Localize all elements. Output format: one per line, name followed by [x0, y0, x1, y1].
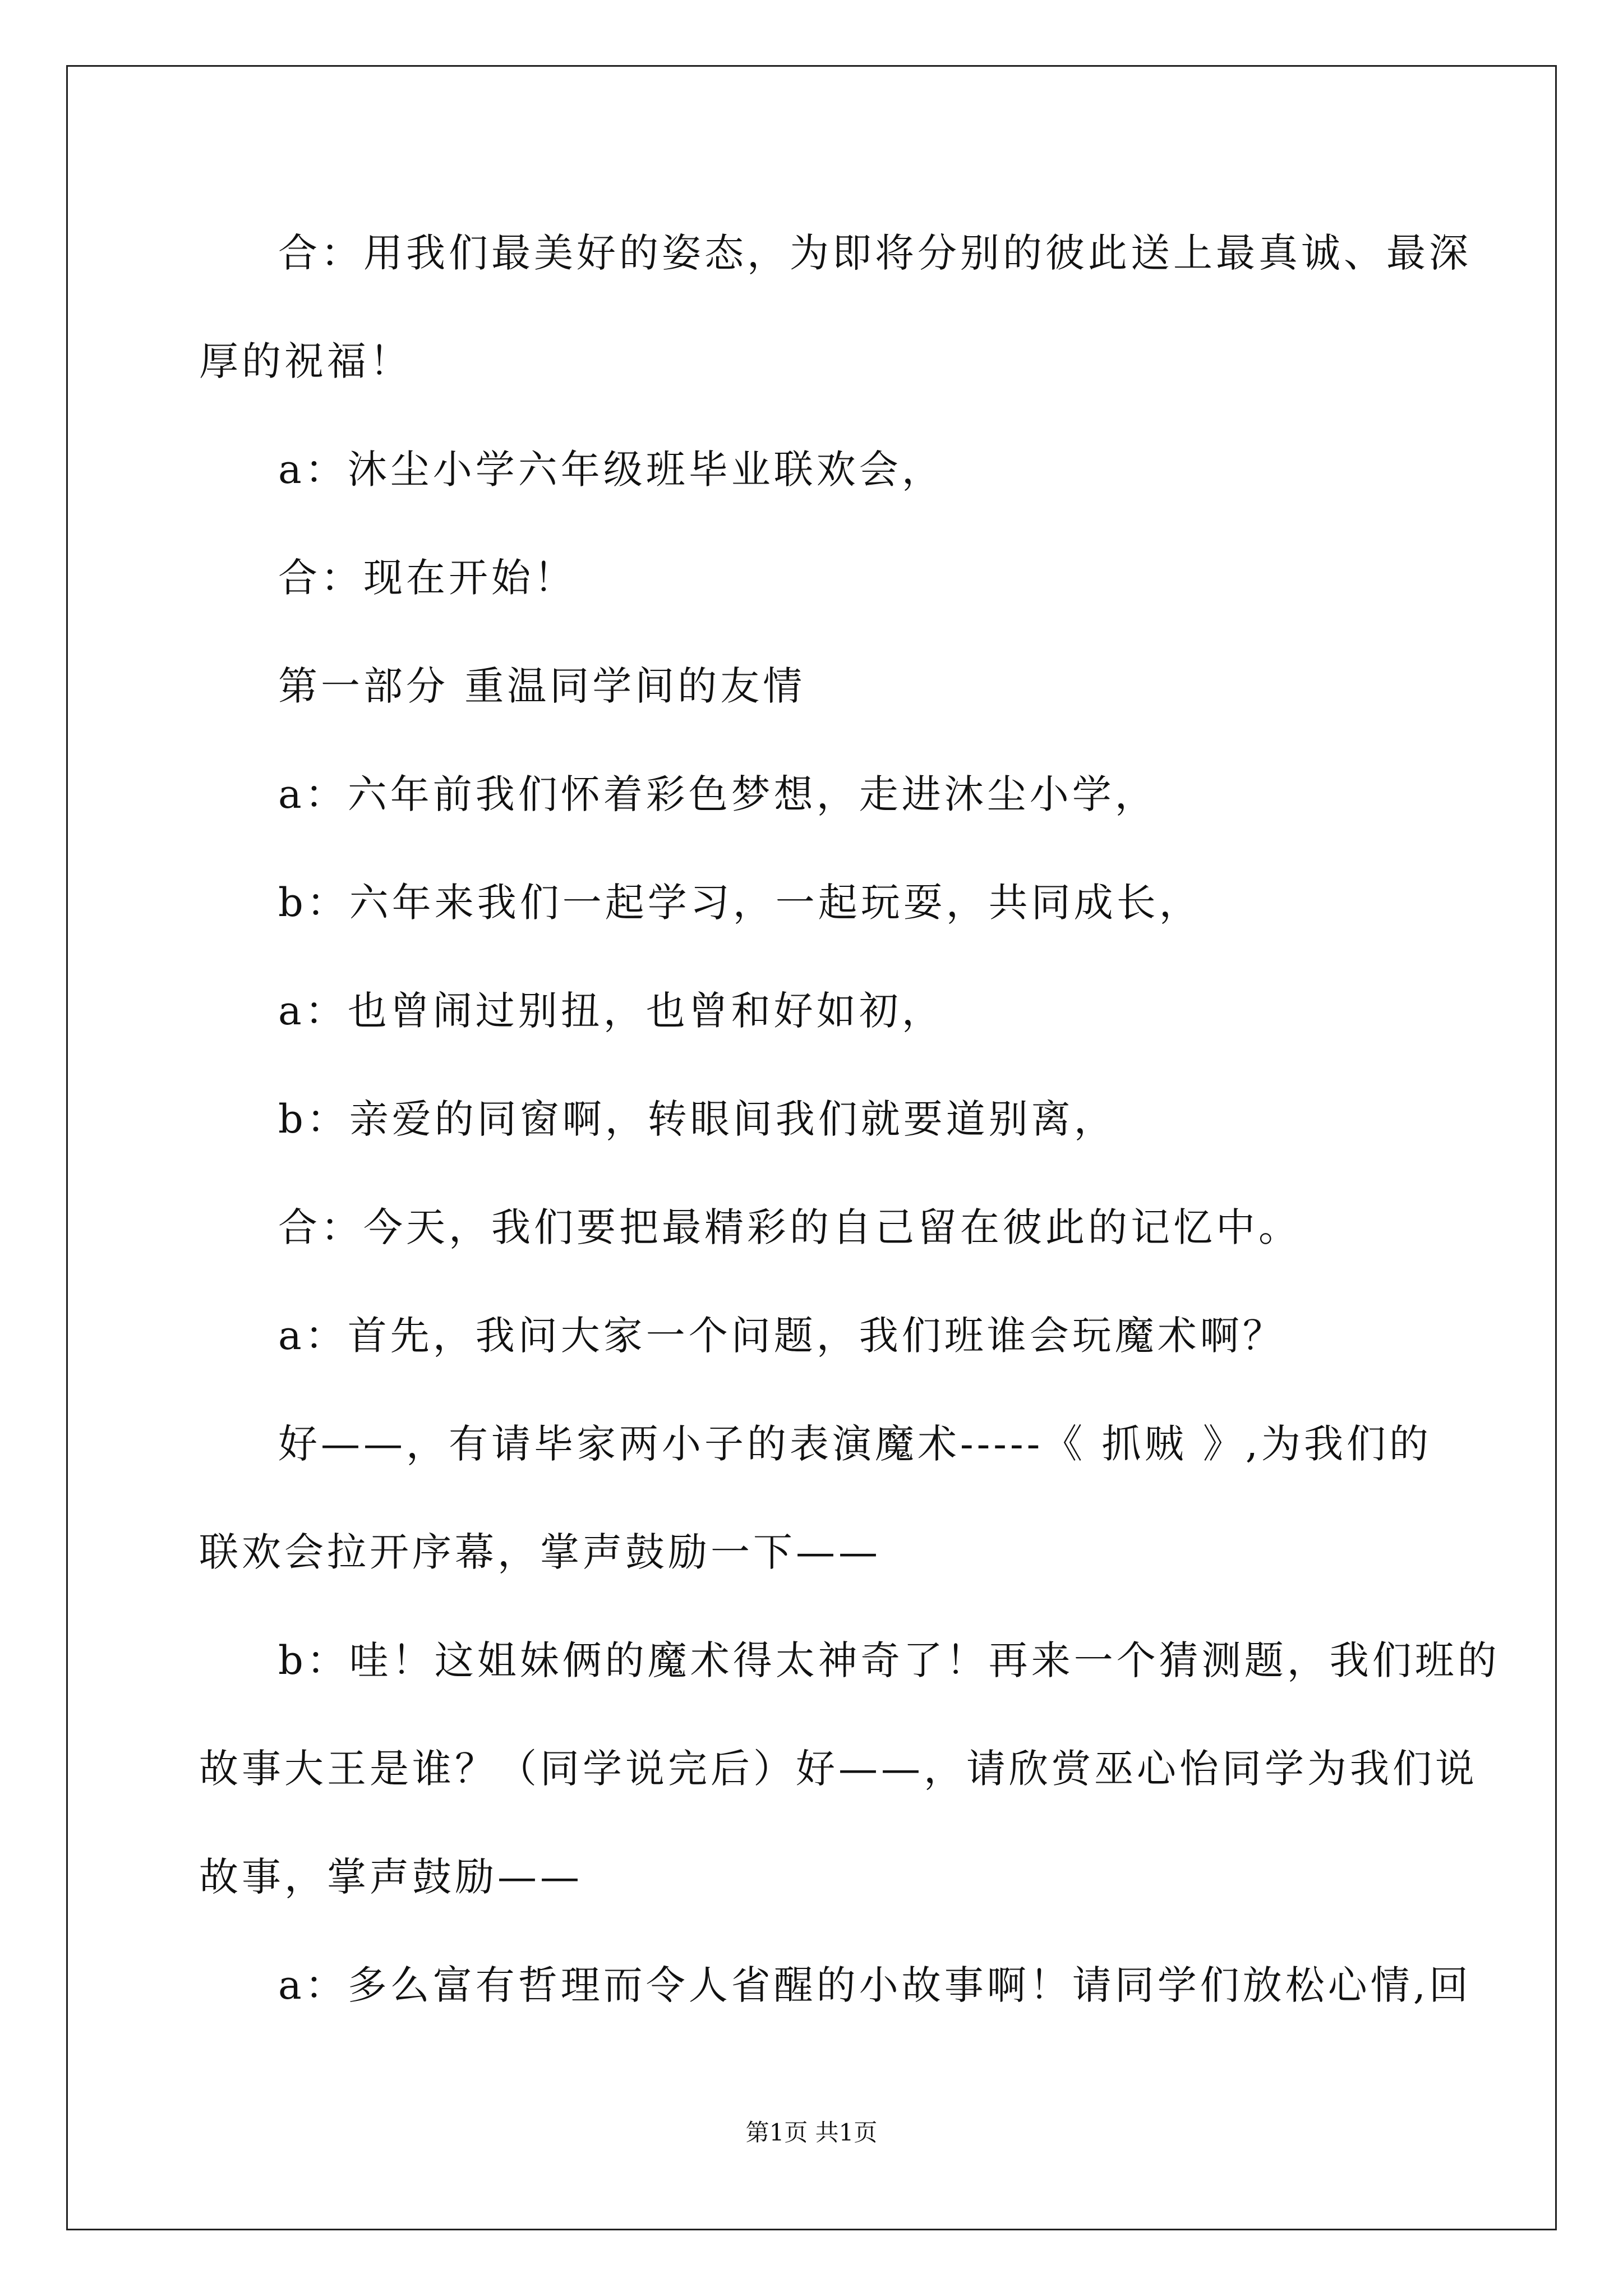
paragraph-line: 联欢会拉开序幕，掌声鼓励一下——	[199, 1529, 881, 1575]
paragraph-line: 合：今天，我们要把最精彩的自己留在彼此的记忆中。	[278, 1204, 1301, 1250]
paragraph-line: b：亲爱的同窗啊，转眼间我们就要道别离，	[278, 1096, 1117, 1142]
document-body	[199, 199, 1500, 2040]
paragraph-line: a：首先，我问大家一个问题，我们班谁会玩魔术啊？	[278, 1313, 1285, 1359]
paragraph-line: a：六年前我们怀着彩色梦想，走进沐尘小学，	[278, 771, 1158, 817]
section-heading: 第一部分 重温同学间的友情	[278, 663, 806, 709]
paragraph-line: 好——，有请毕家两小子的表演魔术-----《 抓贼 》,为我们的	[278, 1421, 1432, 1467]
paragraph-line: b：哇！这姐妹俩的魔术得太神奇了！再来一个猜测题，我们班的	[278, 1637, 1500, 1683]
paragraph-line: a：也曾闹过别扭，也曾和好如初，	[278, 988, 944, 1034]
paragraph-line: 合：用我们最美好的姿态，为即将分别的彼此送上最真诚、最深	[278, 230, 1472, 276]
paragraph-line: 厚的祝福！	[199, 338, 412, 384]
paragraph-line: 故事大王是谁？（同学说完后）好——，请欣赏巫心怡同学为我们说	[199, 1746, 1478, 1792]
paragraph-line: 故事，掌声鼓励——	[199, 1854, 583, 1900]
paragraph-line: a：沐尘小学六年级班毕业联欢会，	[278, 447, 944, 493]
paragraph-line: b：六年来我们一起学习，一起玩耍，共同成长，	[278, 880, 1202, 926]
paragraph-line: a：多么富有哲理而令人省醒的小故事啊！请同学们放松心情,回	[278, 1962, 1472, 2008]
page-number-footer: 第1页 共1页	[745, 2119, 878, 2146]
paragraph-line: 合：现在开始！	[278, 555, 577, 601]
